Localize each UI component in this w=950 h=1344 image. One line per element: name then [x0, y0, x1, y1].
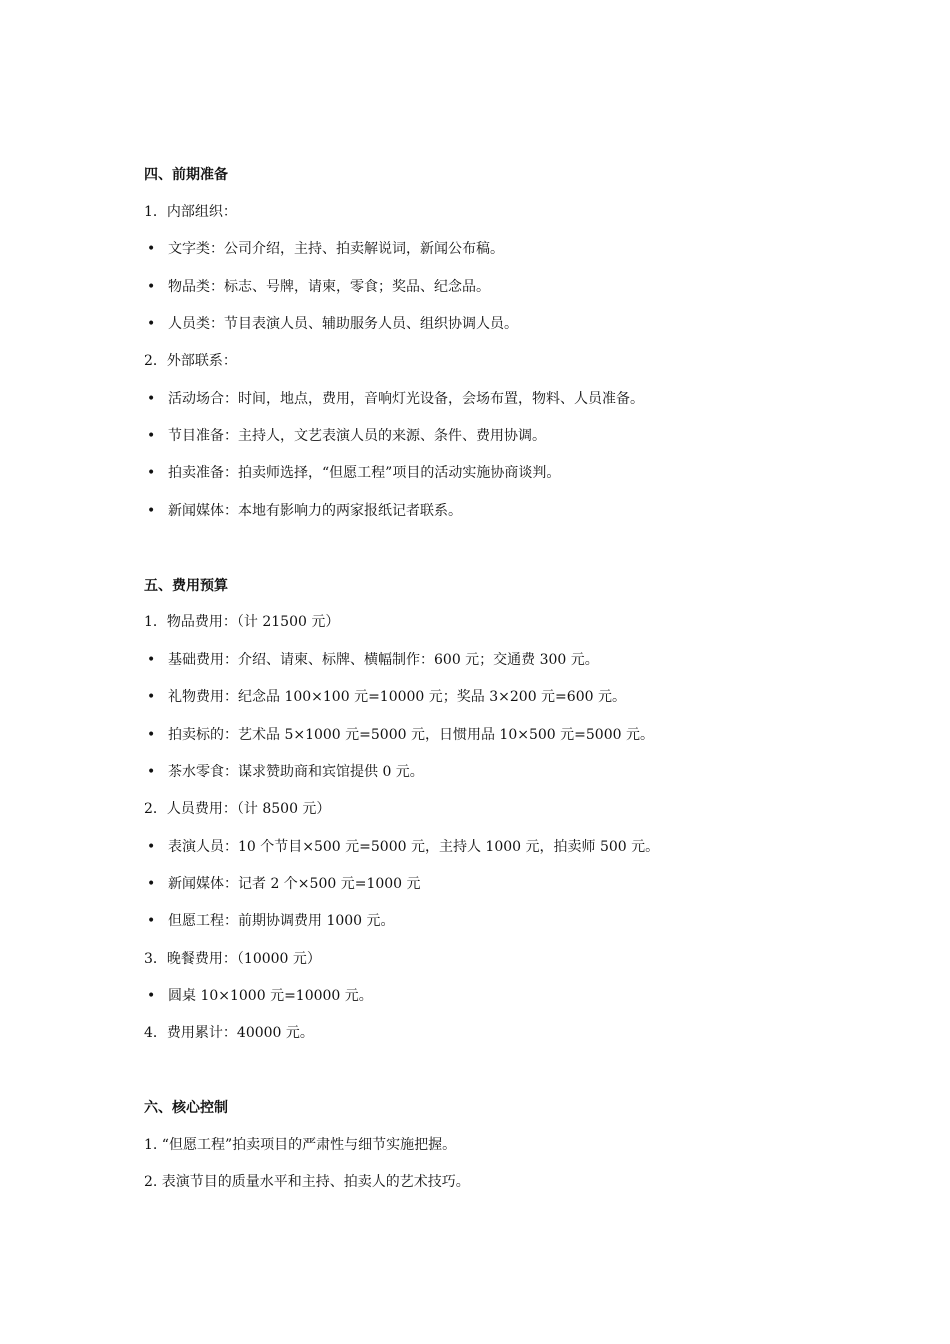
bullet-marker: •: [147, 465, 156, 481]
bullet-marker: •: [147, 839, 156, 855]
bullet-marker: •: [147, 689, 156, 705]
list-item-text: 但愿工程：前期协调费用 1000 元。: [168, 913, 395, 929]
numbered-item: 2．外部联系：: [144, 353, 237, 369]
bullet-marker: •: [147, 503, 156, 519]
list-item-text: 新闻媒体：记者 2 个×500 元=1000 元: [168, 876, 421, 892]
bullet-marker: •: [147, 913, 156, 929]
list-item-text: 表演人员：10 个节目×500 元=5000 元，主持人 1000 元，拍卖师 500 元。: [168, 839, 660, 855]
list-item-text: 节目准备：主持人，文艺表演人员的来源、条件、费用协调。: [168, 428, 546, 444]
numbered-item: 2．人员费用：（计 8500 元）: [144, 801, 331, 817]
bullet-marker: •: [147, 391, 156, 407]
numbered-item: 1．物品费用：（计 21500 元）: [144, 614, 340, 630]
bullet-marker: •: [147, 876, 156, 892]
list-item-text: 基础费用：介绍、请柬、标牌、横幅制作：600 元；交通费 300 元。: [168, 652, 599, 668]
section-heading-preparation: 四、前期准备: [144, 167, 228, 183]
list-item-text: 拍卖准备：拍卖师选择，“但愿工程”项目的活动实施协商谈判。: [168, 465, 561, 481]
bullet-marker: •: [147, 241, 156, 257]
numbered-item: 1．内部组织：: [144, 204, 237, 220]
bullet-marker: •: [147, 279, 156, 295]
list-item-text: 茶水零食：谋求赞助商和宾馆提供 0 元。: [168, 764, 424, 780]
bullet-marker: •: [147, 316, 156, 332]
numbered-item: 3．晚餐费用：（10000 元）: [144, 951, 321, 967]
list-item-text: 活动场合：时间，地点，费用，音响灯光设备，会场布置，物料、人员准备。: [168, 391, 644, 407]
numbered-item: 2. 表演节目的质量水平和主持、拍卖人的艺术技巧。: [144, 1174, 470, 1190]
list-item-text: 礼物费用：纪念品 100×100 元=10000 元；奖品 3×200 元=600 元。: [168, 689, 626, 705]
list-item-text: 新闻媒体：本地有影响力的两家报纸记者联系。: [168, 503, 462, 519]
bullet-marker: •: [147, 727, 156, 743]
bullet-marker: •: [147, 652, 156, 668]
numbered-item: 4．费用累计：40000 元。: [144, 1025, 314, 1041]
bullet-marker: •: [147, 988, 156, 1004]
list-item-text: 人员类：节目表演人员、辅助服务人员、组织协调人员。: [168, 316, 518, 332]
list-item-text: 圆桌 10×1000 元=10000 元。: [168, 988, 373, 1004]
section-heading-core-control: 六、核心控制: [144, 1100, 228, 1116]
list-item-text: 物品类：标志、号牌，请柬，零食；奖品、纪念品。: [168, 279, 490, 295]
bullet-marker: •: [147, 428, 156, 444]
section-heading-budget: 五、费用预算: [144, 578, 228, 594]
numbered-item: 1. “但愿工程”拍卖项目的严肃性与细节实施把握。: [144, 1137, 457, 1153]
list-item-text: 拍卖标的：艺术品 5×1000 元=5000 元，日惯用品 10×500 元=5000 元。: [168, 727, 654, 743]
list-item-text: 文字类：公司介绍，主持、拍卖解说词，新闻公布稿。: [168, 241, 504, 257]
bullet-marker: •: [147, 764, 156, 780]
